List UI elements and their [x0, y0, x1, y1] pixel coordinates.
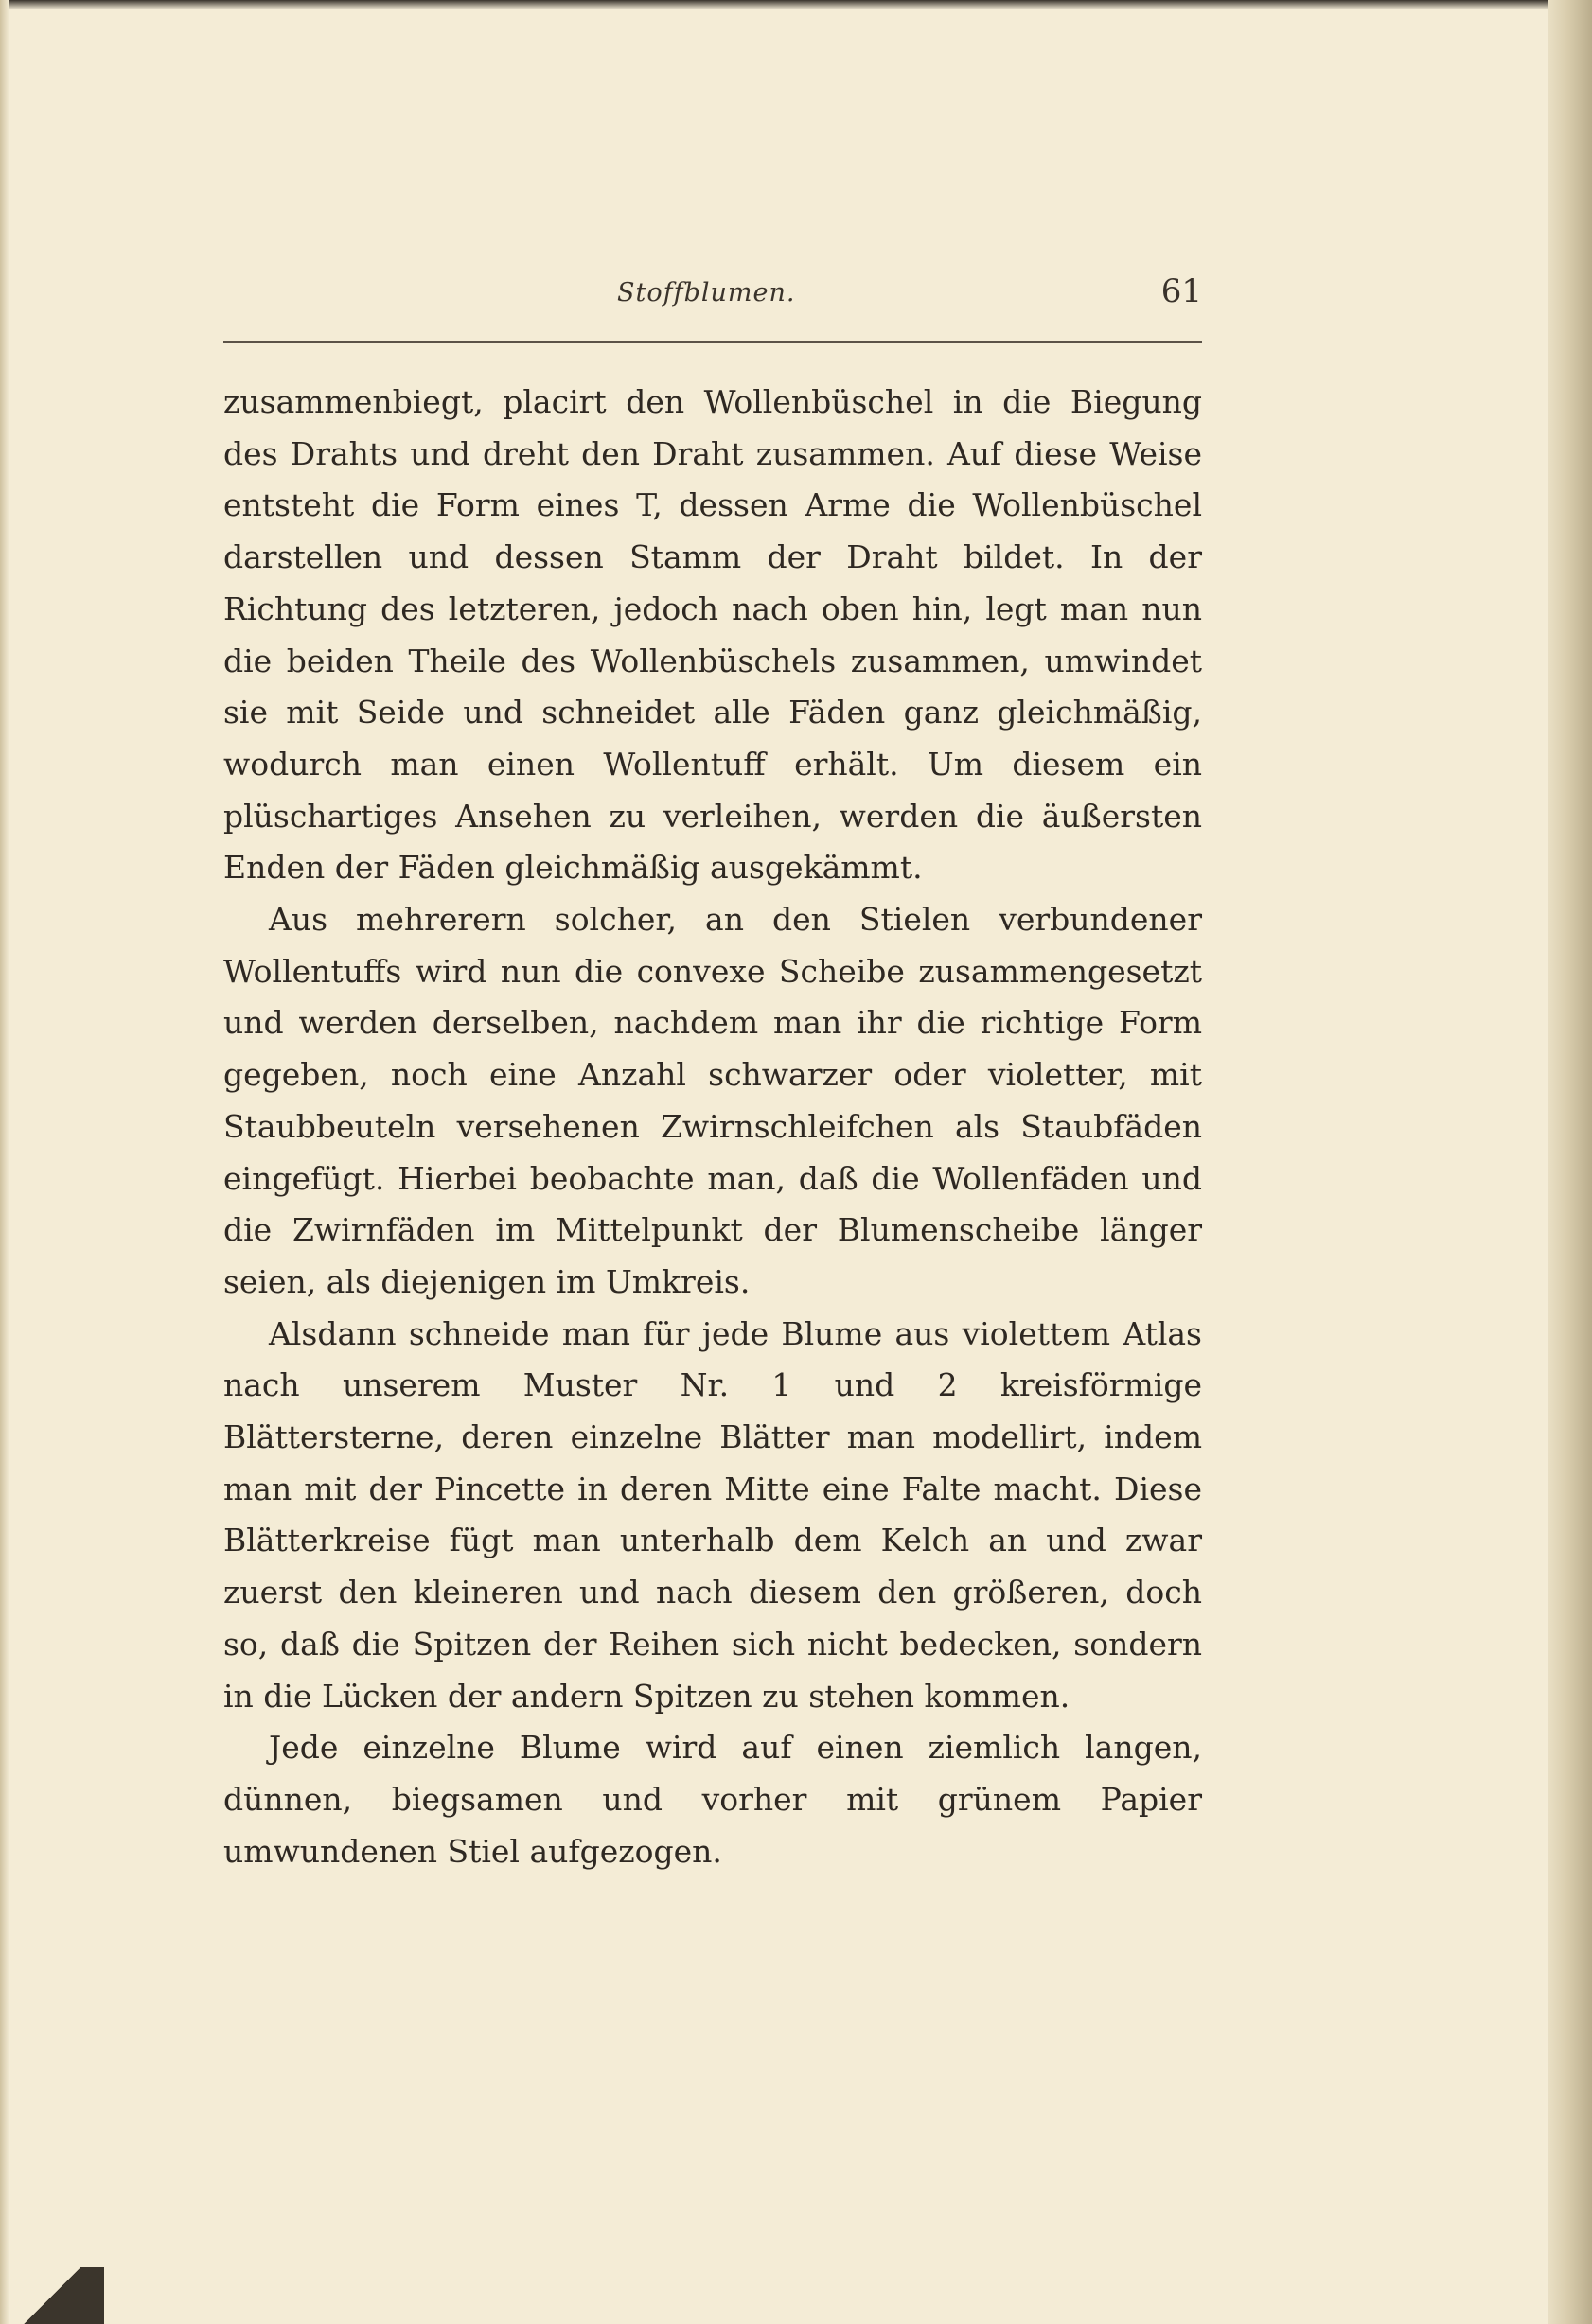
header-rule [223, 341, 1202, 343]
running-head: Stoffblumen. [617, 278, 796, 308]
page-top-edge [0, 0, 1592, 9]
page-left-edge [0, 0, 9, 2324]
page-right-edge-shadow [1548, 0, 1592, 2324]
page-bottom-corner [0, 2267, 104, 2324]
body-text [223, 377, 1202, 1877]
page-header [223, 271, 1202, 320]
paragraph-2: Aus mehrerern solcher, an den Stielen verbundener Wollentuffs wird nun die convexe Scheibe zusammengesetzt und werden derselben, nachdem man ihr die richtige Form gegeben, noch eine Anzahl schwarzer oder violetter, mit Staubbeuteln versehenen Zwirnschleifchen als Staubfäden eingefügt. Hierbei beobachte man, daß die Wollenfäden und die Zwirnfäden im Mittelpunkt der Blumenscheibe länger seien, als diejenigen im Umkreis. [223, 901, 1202, 1300]
page-number: 61 [1160, 273, 1202, 310]
paragraph-1: zusammenbiegt, placirt den Wollenbüschel in die Biegung des Drahts und dreht den Draht zusammen. Auf diese Weise entsteht die Form eines T, dessen Arme die Wollenbüschel darstellen und dessen Stamm der Draht bildet. In der Richtung des letzteren, jedoch nach oben hin, legt man nun die beiden Theile des Wollenbüschels zusammen, umwindet sie mit Seide und schneidet alle Fäden ganz gleichmäßig, wodurch man einen Wollentuff erhält. Um diesem ein plüschartiges Ansehen zu verleihen, werden die äußersten Enden der Fäden gleichmäßig ausgekämmt. [223, 383, 1202, 887]
paragraph-3: Alsdann schneide man für jede Blume aus violettem Atlas nach unserem Muster Nr. 1 und 2 kreisförmige Blättersterne, deren einzelne Blätter man modellirt, indem man mit der Pincette in deren Mitte eine Falte macht. Diese Blätterkreise fügt man unterhalb dem Kelch an und zwar zuerst den kleineren und nach diesem den größeren, doch so, daß die Spitzen der Reihen sich nicht bedecken, sondern in die Lücken der andern Spitzen zu stehen kommen. [223, 1314, 1202, 1715]
paragraph-4: Jede einzelne Blume wird auf einen ziemlich langen, dünnen, biegsamen und vorher mit grünem Papier umwundenen Stiel aufgezogen. [223, 1729, 1202, 1870]
